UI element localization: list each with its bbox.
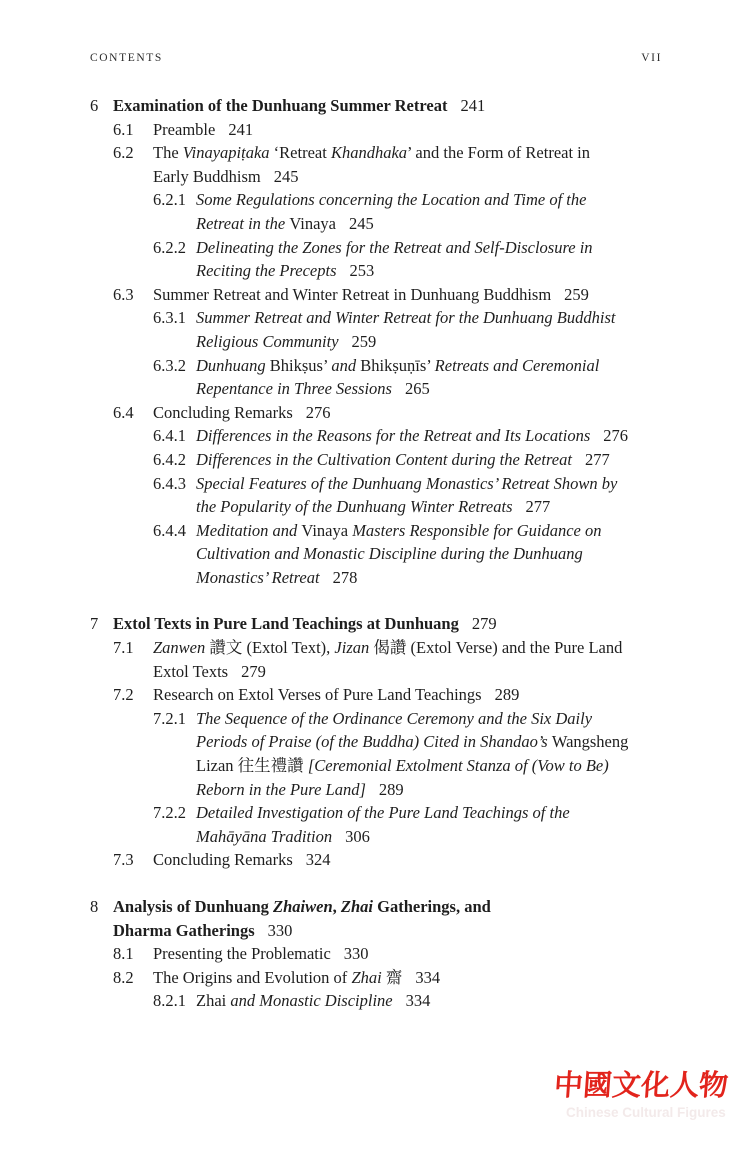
publisher-watermark: [554, 1070, 744, 1121]
toc-text-run: ‘Retreat: [269, 143, 331, 163]
toc-entry: [90, 424, 664, 448]
toc-text-run-italic: Meditation and: [196, 520, 302, 540]
toc-entry-page: 306: [345, 826, 370, 846]
toc-text-run-italic: Periods of Praise (of the Buddha) Cited in Shandao’s: [196, 732, 552, 752]
toc-text-run: Vinaya: [289, 213, 336, 233]
toc-entry: [90, 519, 664, 590]
toc-text-run: 偈讚 (Extol Verse) and the Pure Land: [373, 638, 623, 658]
toc-entry: [90, 966, 664, 990]
toc-entry: [90, 236, 664, 283]
toc-entry-number: 7.2: [113, 685, 134, 705]
toc-text-run-italic: Dunhuang: [196, 355, 270, 375]
toc-text-run-italic: the Popularity of the Dunhuang Winter Retreats: [196, 497, 513, 517]
toc-entry-number: 6.2.2: [153, 237, 186, 257]
toc-entry: [90, 848, 664, 872]
toc-entry-text: [196, 448, 664, 472]
toc-text-run-italic: Summer Retreat and Winter Retreat for the Dunhuang Buddhist: [196, 308, 616, 328]
toc-entry: [90, 141, 664, 188]
toc-text-run-italic: Differences in the Reasons for the Retreat and Its Locations: [196, 426, 591, 446]
toc-entry-page: 324: [305, 850, 331, 870]
toc-text-run: 齋: [381, 967, 403, 987]
toc-text-run-italic: and Monastic Discipline: [230, 991, 393, 1011]
toc-entry-number: 6.3.2: [153, 355, 186, 375]
toc-entry-text: [153, 636, 664, 683]
toc-entry-page: 330: [267, 920, 293, 940]
toc-entry-text: [196, 354, 664, 401]
toc-entry-number: 6.2: [113, 143, 134, 163]
toc-entry-text: [196, 306, 664, 353]
toc-entry-page: 276: [603, 426, 629, 446]
toc-entry-page: 265: [404, 379, 430, 399]
toc-text-run: The: [153, 143, 183, 163]
toc-entry: [90, 94, 664, 118]
toc-text-run-italic: Religious Community: [196, 331, 339, 351]
toc-text-run-italic: [Ceremonial Extolment Stanza of (Vow to Be): [307, 756, 609, 776]
toc-entry-number: 6.1: [113, 119, 134, 139]
toc-text-run: Research on Extol Verses of Pure Land Teachings: [153, 685, 482, 705]
toc-entry-number: 8.1: [113, 944, 134, 964]
toc-entry-text: [153, 683, 664, 707]
toc-entry: [90, 448, 664, 472]
toc-entry-page: 277: [584, 449, 610, 469]
toc-entry: [90, 283, 664, 307]
toc-text-run: Vinaya: [301, 520, 353, 540]
toc-entry: [90, 636, 664, 683]
toc-text-run-italic: Repentance in Three Sessions: [196, 379, 392, 399]
toc-text-run: Bhikṣuṇīs’: [360, 355, 435, 375]
toc-entry: [90, 306, 664, 353]
toc-text-run-italic: Reborn in the Pure Land]: [196, 779, 366, 799]
contents-label: CONTENTS: [90, 52, 163, 64]
toc-entry-number: 6.3: [113, 284, 134, 304]
folio-roman-numeral: VII: [641, 52, 662, 64]
toc-entry: [90, 188, 664, 235]
toc-text-run-italic: Khandhaka: [330, 143, 408, 163]
toc-text-run: Concluding Remarks: [153, 850, 293, 870]
toc-entry-page: 241: [460, 96, 486, 115]
toc-entry-number: 6.2.1: [153, 190, 186, 210]
toc-entry-page: 330: [343, 944, 369, 964]
toc-text-run: Lizan 往生禮讚: [196, 756, 308, 776]
toc-entry-number: 8.2.1: [153, 991, 186, 1011]
toc-text-run-italic: Reciting the Precepts: [196, 261, 337, 281]
toc-text-run: Zhai: [196, 991, 231, 1011]
toc-entry-page: 277: [525, 497, 551, 517]
toc-text-run: Analysis of Dunhuang: [113, 897, 274, 916]
toc-entry: [90, 118, 664, 142]
toc-text-run: Preamble: [153, 119, 216, 139]
toc-entry-text: [153, 118, 664, 142]
toc-text-run-italic: Jizan: [334, 638, 374, 658]
toc-entry-number: 8.2: [113, 967, 134, 987]
toc-entry-page: 289: [378, 779, 404, 799]
toc-text-run: Dharma Gatherings: [113, 920, 255, 940]
toc-entry-page: 276: [305, 402, 331, 422]
toc-entry-text: [196, 472, 664, 519]
toc-entry-number: 6.4.3: [153, 473, 186, 493]
toc-text-run: Extol Texts: [153, 661, 229, 681]
toc-entry-page: 289: [494, 685, 520, 705]
toc-entry-text: [196, 519, 664, 590]
toc-text-run-italic: Some Regulations concerning the Location and Time of the: [196, 190, 587, 210]
toc-text-run-italic: Monastics’ Retreat: [196, 567, 320, 587]
toc-text-run: ’ and the Form of Retreat in: [407, 143, 591, 163]
toc-text-run-italic: Zhai: [351, 967, 382, 987]
toc-text-run: 讚文 (Extol Text),: [209, 638, 335, 658]
toc-entry-text: [153, 942, 664, 966]
toc-entry-number: 6.4.4: [153, 520, 186, 540]
toc-entry-number: 6.4.2: [153, 449, 186, 469]
toc-entry-page: 245: [348, 213, 374, 233]
running-head: [90, 52, 662, 64]
toc-entry-number: 7.2.1: [153, 708, 186, 728]
toc-text-run-italic: Masters Responsible for Guidance on: [352, 520, 602, 540]
toc-text-run: Extol Texts in Pure Land Teachings at Dunhuang: [113, 614, 459, 634]
toc-entry-page: 278: [332, 567, 358, 587]
toc-text-run-italic: Delineating the Zones for the Retreat and Self-Disclosure in: [196, 237, 593, 257]
toc-text-run-italic: Special Features of the Dunhuang Monastics’ Retreat Shown by: [196, 473, 618, 493]
toc-entry-text: [196, 989, 664, 1013]
toc-entry-text: [153, 401, 664, 425]
toc-entry-text: [153, 141, 664, 188]
toc-text-run-italic: and: [331, 355, 361, 375]
toc-entry: [90, 472, 664, 519]
toc-entry: [90, 401, 664, 425]
toc-entry-number: 7.2.2: [153, 803, 186, 823]
watermark-cjk-text: 中國文化人物: [552, 1068, 730, 1102]
toc-entry-page: 334: [405, 991, 431, 1011]
toc-text-run-italic: Zanwen: [153, 638, 210, 658]
toc-text-run: Concluding Remarks: [153, 402, 293, 422]
toc-text-run: Examination of the Dunhuang Summer Retreat: [113, 96, 448, 115]
toc-text-run-italic: Retreats and Ceremonial: [434, 355, 600, 375]
toc-entry: [90, 942, 664, 966]
toc-entry-text: [196, 188, 664, 235]
toc-entry: [90, 895, 664, 942]
toc-text-run: Summer Retreat and Winter Retreat in Dunhuang Buddhism: [153, 284, 552, 304]
toc-entry-page: 279: [241, 661, 266, 681]
toc-text-run: Early Buddhism: [153, 166, 261, 186]
toc-entry-number: 7.1: [113, 638, 134, 658]
toc-text-run-italic: Detailed Investigation of the Pure Land Teachings of the: [196, 803, 570, 823]
toc-entry: [90, 707, 664, 801]
toc-entry: [90, 354, 664, 401]
toc-entry-text: [113, 94, 664, 118]
toc-text-run: Gatherings, and: [372, 897, 491, 916]
toc-entry-text: [196, 801, 664, 848]
toc-text-run-italic: Mahāyāna Tradition: [196, 826, 333, 846]
toc-text-run: Presenting the Problematic: [153, 944, 331, 964]
toc-entry-number: 6.4: [113, 402, 134, 422]
toc-entry-number: 7: [90, 614, 99, 634]
toc-entry-text: [153, 283, 664, 307]
toc-entry-page: 334: [415, 967, 441, 987]
toc-entry-text: [113, 612, 664, 636]
toc-entry-text: [153, 848, 664, 872]
toc-entry-number: 6: [90, 96, 99, 115]
toc-list: [90, 94, 664, 1013]
toc-text-run-italic: Vinayapiṭaka: [182, 143, 270, 163]
toc-entry-number: 6.4.1: [153, 426, 186, 446]
toc-entry-number: 6.3.1: [153, 308, 186, 328]
toc-text-run: The Origins and Evolution of: [153, 967, 352, 987]
toc-entry-text: [196, 707, 664, 801]
toc-entry-page: 253: [349, 261, 375, 281]
toc-text-run-italic: Zhai: [340, 897, 373, 916]
toc-text-run-italic: Zhaiwen: [273, 897, 333, 916]
toc-entry: [90, 612, 664, 636]
toc-entry-page: 259: [351, 331, 377, 351]
toc-entry-page: 279: [471, 614, 497, 634]
toc-entry-number: 7.3: [113, 850, 134, 870]
toc-entry-page: 245: [273, 166, 299, 186]
toc-entry-page: 241: [228, 119, 254, 139]
toc-entry-page: 259: [564, 284, 589, 304]
toc-entry-text: [113, 895, 664, 942]
toc-text-run: Wangsheng: [551, 732, 629, 752]
toc-entry: [90, 801, 664, 848]
toc-entry-text: [196, 424, 664, 448]
toc-text-run: Bhikṣus’: [269, 355, 332, 375]
toc-entry-text: [196, 236, 664, 283]
toc-text-run: ,: [332, 897, 341, 916]
toc-entry: [90, 989, 664, 1013]
toc-entry: [90, 683, 664, 707]
toc-entry-number: 8: [90, 897, 99, 916]
toc-entry-text: [153, 966, 664, 990]
toc-text-run-italic: Cultivation and Monastic Discipline during the Dunhuang: [196, 544, 583, 564]
watermark-latin-text: Chinese Cultural Figures: [566, 1104, 726, 1120]
toc-text-run-italic: The Sequence of the Ordinance Ceremony and the Six Daily: [196, 708, 593, 728]
toc-text-run-italic: Differences in the Cultivation Content during the Retreat: [196, 449, 572, 469]
toc-text-run-italic: Retreat in the: [196, 213, 290, 233]
